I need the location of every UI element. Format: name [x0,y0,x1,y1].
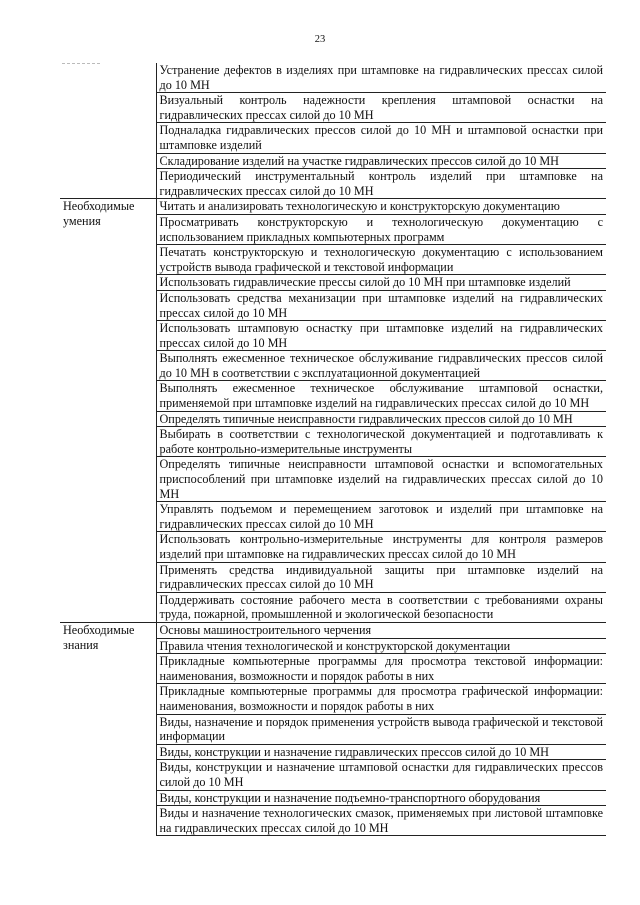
table-cell: Использовать контрольно-измерительные инструменты для контроля размеров изделий при штамповке на гидравлических прессах силой до 10 МН [156,532,606,562]
table-cell: Выполнять ежесменное техническое обслуживание штамповой оснастки, применяемой при штамповке изделий на гидравлических прессах силой до 10 МН [156,381,606,411]
section-label: Необходимые знания [60,622,156,835]
table-body [60,63,606,836]
table-cell: Использовать гидравлические прессы силой до 10 МН при штамповке изделий [156,275,606,291]
table-cell: Виды, назначение и порядок применения устройств вывода графической и текстовой информации [156,714,606,744]
table-cell: Читать и анализировать технологическую и конструкторскую документацию [156,199,606,215]
table-cell: Применять средства индивидуальной защиты при штамповке изделий на гидравлических прессах силой до 10 МН [156,562,606,592]
table-cell: Выполнять ежесменное техническое обслуживание гидравлических прессов силой до 10 МН в соответствии с эксплуатационной документацией [156,351,606,381]
table-cell: Основы машиностроительного черчения [156,622,606,638]
table-cell: Правила чтения технологической и конструкторской документации [156,638,606,654]
table-cell: Печатать конструкторскую и технологическую документацию с использованием устройств вывода графической и текстовой информации [156,245,606,275]
table-cell: Просматривать конструкторскую и технологическую документацию с использованием прикладных компьютерных программ [156,214,606,244]
table-row [60,622,606,638]
table-cell: Периодический инструментальный контроль изделий при штамповке на гидравлических прессах силой до 10 МН [156,169,606,199]
table-cell: Виды, конструкции и назначение штамповой оснастки для гидравлических прессов силой до 10 МН [156,760,606,790]
table-cell: Использовать средства механизации при штамповке изделий на гидравлических прессах силой до 10 МН [156,290,606,320]
table-cell: Виды, конструкции и назначение гидравлических прессов силой до 10 МН [156,744,606,760]
table-cell: Прикладные компьютерные программы для просмотра текстовой информации: наименования, возможности и порядок работы в них [156,654,606,684]
table-cell: Подналадка гидравлических прессов силой до 10 МН и штамповой оснастки при штамповке изделий [156,123,606,153]
table-cell: Складирование изделий на участке гидравлических прессов силой до 10 МН [156,153,606,169]
table-cell: Виды, конструкции и назначение подъемно-транспортного оборудования [156,790,606,806]
competency-table [60,63,606,836]
page-number: 23 [314,34,326,45]
table-cell: Устранение дефектов в изделиях при штамповке на гидравлических прессах силой до 10 МН [156,63,606,93]
table-cell: Выбирать в соответствии с технологической документацией и подготавливать к работе контрольно-измерительные инструменты [156,427,606,457]
table-cell: Управлять подъемом и перемещением заготовок и изделий при штамповке на гидравлических прессах силой до 10 МН [156,502,606,532]
table-row [60,63,606,93]
table-cell: Прикладные компьютерные программы для просмотра графической информации: наименования, возможности и порядок работы в них [156,684,606,714]
table-cell: Определять типичные неисправности штамповой оснастки и вспомогательных приспособлений при штамповке изделий на гидравлических прессах силой до 10 МН [156,457,606,502]
table-row [60,199,606,215]
table-cell: Поддерживать состояние рабочего места в соответствии с требованиями охраны труда, пожарной, промышленной и экологической безопасности [156,592,606,622]
section-label [60,63,156,199]
section-label: Необходимые умения [60,199,156,623]
table-cell: Использовать штамповую оснастку при штамповке изделий на гидравлических прессах силой до 10 МН [156,321,606,351]
table-cell: Определять типичные неисправности гидравлических прессов силой до 10 МН [156,411,606,427]
table-cell: Визуальный контроль надежности крепления штамповой оснастки на гидравлических прессах силой до 10 МН [156,93,606,123]
table-cell: Виды и назначение технологических смазок, применяемых при листовой штамповке на гидравлических прессах силой до 10 МН [156,806,606,836]
